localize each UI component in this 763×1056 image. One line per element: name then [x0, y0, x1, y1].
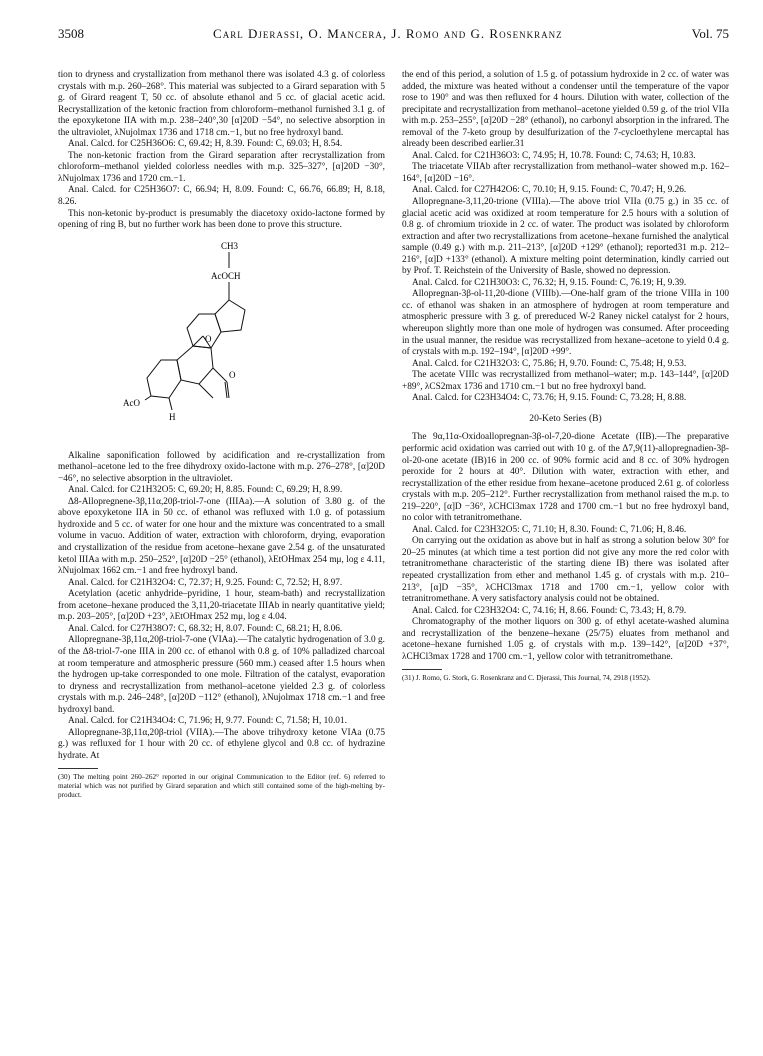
section-heading: 20-Keto Series (B)	[529, 412, 602, 424]
paragraph: Allopregnane-3,11,20-trione (VIIIa).—The above triol VIIa (0.75 g.) in 35 cc. of glacial acetic acid was oxidized at room temperature for 2.5 hours with a solution of 0.8 g. of chromium trioxide in 2 cc. of water. The product was isolated by chloroform extraction and after two recrystallizations from acetone–hexane furnished the analytical sample (0.49 g.) with m.p. 211–213°, [α]20D +129° (ethanol); reported31 m.p. 212–216°, [α]D +133° (ethanol). A mixture melting point determination, kindly carried out by Prof. T. Reichstein of the University of Basle, showed no depression.	[402, 197, 729, 277]
analysis-paragraph: Anal. Calcd. for C21H32O4: C, 72.37; H, 9.25. Found: C, 72.52; H, 8.97.	[68, 577, 343, 588]
left-column	[58, 70, 385, 800]
paragraph: Δ8-Allopregnene-3β,11α,20β-triol-7-one (IIIAa).—A solution of 3.80 g. of the above epoxyketone IIA in 50 cc. of ethanol was refluxed with 1.0 g. of potassium hydroxide and 5 cc. of water for one hour and the mixture was concentrated to a small volume in vacuo. Addition of water, extraction with chloroform, drying, evaporation and crystallization of the residue from acetone–hexane gave 2.54 g. of the unsaturated ketol IIIAa with m.p. 250–252°, [α]20D −25° (ethanol), λEtOHmax 254 mμ, log ε 4.11, λNujolmax 1662 cm.−1 and free hydroxyl band.	[58, 496, 385, 577]
running-header	[58, 26, 729, 42]
chemical-structure-diagram	[117, 238, 327, 443]
paragraph: The triacetate VIIAb after recrystallization from methanol–water showed m.p. 162–164°, [α]20D −16°.	[402, 162, 729, 184]
paragraph: Chromatography of the mother liquors on 300 g. of ethyl acetate-washed alumina and recrystallization of the benzene–hexane (25/75) eluates from methanol and acetone–hexane furnished 1.05 g. of crystals with m.p. 139–142°, [α]20D +37°, λCHCl3max 1728 and 1700 cm.−1, yellow color with tetranitromethane.	[402, 617, 729, 662]
lactone-o-label: O	[228, 369, 235, 380]
volume-label: Vol. 75	[691, 26, 729, 41]
footnote: (30) The melting point 260–262° reported in our original Communication to the Editor (ref. 6) referred to material which was not purified by Girard separation and which still contained some of the high-melting by-product.	[58, 773, 385, 800]
footnote-rule	[58, 768, 98, 769]
paragraph: The 9α,11α-Oxidoallopregnan-3β-ol-7,20-dione Acetate (IIB).—The preparative performic acid oxidation was carried out with 10 g. of the Δ7,9(11)-allopregnadien-3β-ol-20-one acetate (IB)16 in 200 cc. of 90% formic acid and 8 cc. of 30% hydrogen peroxide for 2 hours at 40°. Dilution with water, extraction with ether, and recrystallization of the ether residue from hexane–acetone produced 2.61 g. of colorless crystals with m.p. 205–212°. Further recrystallization from methanol raised the m.p. to 219–220°, [α]D −36°, λCHCl3max 1728 and 1700 cm.−1 but no free hydroxyl band, no color with tetranitromethane.	[402, 432, 729, 524]
analysis-paragraph: Anal. Calcd. for C27H42O6: C, 70.10; H, 9.15. Found: C, 70.47; H, 9.26.	[412, 185, 687, 196]
footnote: (31) J. Romo, G. Stork, G. Rosenkranz and C. Djerassi, This Journal, 74, 2918 (1952).	[402, 674, 651, 683]
analysis-paragraph: Anal. Calcd. for C23H32O5: C, 71.10; H, 8.30. Found: C, 71.06; H, 8.46.	[412, 524, 687, 535]
paragraph: This non-ketonic by-product is presumably the diacetoxy oxido-lactone formed by opening of ring B, but no further work has been done to prove this structure.	[58, 208, 385, 231]
paragraph: On carrying out the oxidation as above but in half as strong a solution below 30° for 20–25 minutes (at which time a test portion did not give any more the red color with tetranitromethane characteristic of the starting diene IB) there was isolated after repeated crystallization from ether and methanol 1.45 g. of crystals with m.p. 210–213°, [α]D −35°, λCHCl3max 1718 and 1700 cm.−1, yellow color with tetranitromethane. A very satisfactory analysis could not be obtained.	[402, 536, 729, 605]
paragraph: tion to dryness and crystallization from methanol there was isolated 4.3 g. of colorless crystals with m.p. 260–268°. This material was subjected to a Girard separation with 5 g. of Girard reagent T, 50 cc. of absolute ethanol and 5 cc. of glacial acetic acid. Recrystallization of the ketonic fraction from chloroform–methanol furnished 3.1 g. of the epoxyketone IIA with m.p. 238–240°,30 [α]20D −54°, no selective absorption in the ultraviolet, λNujolmax 1736 and 1718 cm.−1, but no free hydroxyl band.	[58, 70, 385, 138]
analysis-paragraph: Anal. Calcd. for C21H32O5: C, 69.20; H, 8.85. Found: C, 69.29; H, 8.99.	[68, 485, 343, 496]
acoch-label: AcOCH	[210, 270, 240, 281]
aco-label: AcO	[122, 397, 140, 408]
footnote-rule	[402, 669, 442, 670]
analysis-paragraph: Anal. Calcd. for C21H32O3: C, 75.86; H, 9.70. Found: C, 75.48; H, 9.53.	[412, 358, 687, 369]
h-label: H	[168, 411, 175, 422]
paragraph: Alkaline saponification followed by acidification and re-crystallization from methanol–acetone led to the free dihydroxy oxido-lactone with m.p. 276–278°, [α]20D −46°, no selective absorption in the ultraviolet.	[58, 450, 385, 484]
paragraph: The acetate VIIIc was recrystallized from methanol–water; m.p. 143–144°, [α]20D +89°, λCS2max 1736 and 1710 cm.−1 but no free hydroxyl band.	[402, 370, 729, 392]
epoxide-o-label: O	[204, 333, 211, 344]
paragraph: the end of this period, a solution of 1.5 g. of potassium hydroxide in 2 cc. of water was added, the mixture was heated without a condenser until the temperature of the vapor rose to 190° and was then refluxed for 4 hours. Dilution with water, collection of the precipitate and recrystallization from methanol–acetone yielded 0.59 g. of the triol VIIa with m.p. 253–255°, [α]20D −28° (ethanol), no carbonyl absorption in the infrared. The removal of the 7-keto group by desulfurization of the 7-cycloethylene mercaptal has already been described earlier.31	[402, 70, 729, 150]
analysis-paragraph: Anal. Calcd. for C25H36O7: C, 66.94; H, 8.09. Found: C, 66.76, 66.89; H, 8.18, 8.26.	[58, 185, 385, 208]
two-column-body	[58, 70, 729, 800]
right-column	[402, 70, 729, 800]
analysis-paragraph: Anal. Calcd. for C25H36O6: C, 69.42; H, 8.39. Found: C, 69.03; H, 8.54.	[68, 139, 343, 150]
paragraph: Allopregnan-3β-ol-11,20-dione (VIIIb).—One-half gram of the trione VIIIa in 100 cc. of ethanol was shaken in an atmosphere of hydrogen at room temperature and atmospheric pressure with 3 g. of prereduced W-2 Raney nickel catalyst for 2 hours, whereupon slightly more than one mole of hydrogen was consumed. After proceeding in the usual manner, the residue was recrystallized from hexane–acetone to yield 0.4 g. of crystals with m.p. 192–194°, [α]20D +99°.	[402, 289, 729, 358]
paragraph: Allopregnane-3β,11α,20β-triol (VIIA).—The above trihydroxy ketone VIAa (0.75 g.) was refluxed for 1 hour with 20 cc. of ethylene glycol and 0.8 cc. of hydrazine hydrate. At	[58, 727, 385, 761]
analysis-paragraph: Anal. Calcd. for C21H30O3: C, 76.32; H, 9.15. Found: C, 76.19; H, 9.39.	[412, 277, 687, 288]
analysis-paragraph: Anal. Calcd. for C23H32O4: C, 74.16; H, 8.66. Found: C, 73.43; H, 8.79.	[412, 605, 687, 616]
running-authors: Carl Djerassi, O. Mancera, J. Romo and G. Rosenkranz	[213, 26, 563, 41]
ch3-label: CH3	[220, 240, 238, 251]
analysis-paragraph: Anal. Calcd. for C23H34O4: C, 73.76; H, 9.15. Found: C, 73.28; H, 8.88.	[412, 393, 687, 404]
analysis-paragraph: Anal. Calcd. for C21H34O4: C, 71.96; H, 9.77. Found: C, 71.58; H, 10.01.	[68, 716, 347, 727]
analysis-paragraph: Anal. Calcd. for C21H36O3: C, 74.95; H, 10.78. Found: C, 74.63; H, 10.83.	[412, 150, 696, 161]
analysis-paragraph: Anal. Calcd. for C27H38O7: C, 68.32; H, 8.07. Found: C, 68.21; H, 8.06.	[68, 623, 343, 634]
paragraph: The non-ketonic fraction from the Girard separation after recrystallization from chloroform–methanol yielded colorless needles with m.p. 325–327°, [α]20D −30°, λNujolmax 1736 and 1720 cm.−1.	[58, 150, 385, 184]
paragraph: Acetylation (acetic anhydride–pyridine, 1 hour, steam-bath) and recrystallization from acetone–hexane produced the 3,11,20-triacetate IIIAb in nearly quantitative yield; m.p. 203–205°, [α]20D +23°, λEtOHmax 252 mμ, log ε 4.04.	[58, 589, 385, 623]
page-number: 3508	[58, 26, 84, 41]
paragraph: Allopregnane-3β,11α,20β-triol-7-one (VIAa).—The catalytic hydrogenation of 3.0 g. of the Δ8-triol-7-one IIIA in 200 cc. of ethanol with 0.8 g. of 10% palladized charcoal at room temperature and atmospheric pressure (560 mm.) ceased after 1.5 hours when the hydrogen up-take corresponded to one mole. Filtration of the catalyst, evaporation to dryness and recrystallization from methanol–acetone yielded 2.3 g. of colorless crystals with m.p. 246–248°, [α]20D −112° (ethanol), λNujolmax 1718 cm.−1 and free hydroxyl band.	[58, 635, 385, 715]
